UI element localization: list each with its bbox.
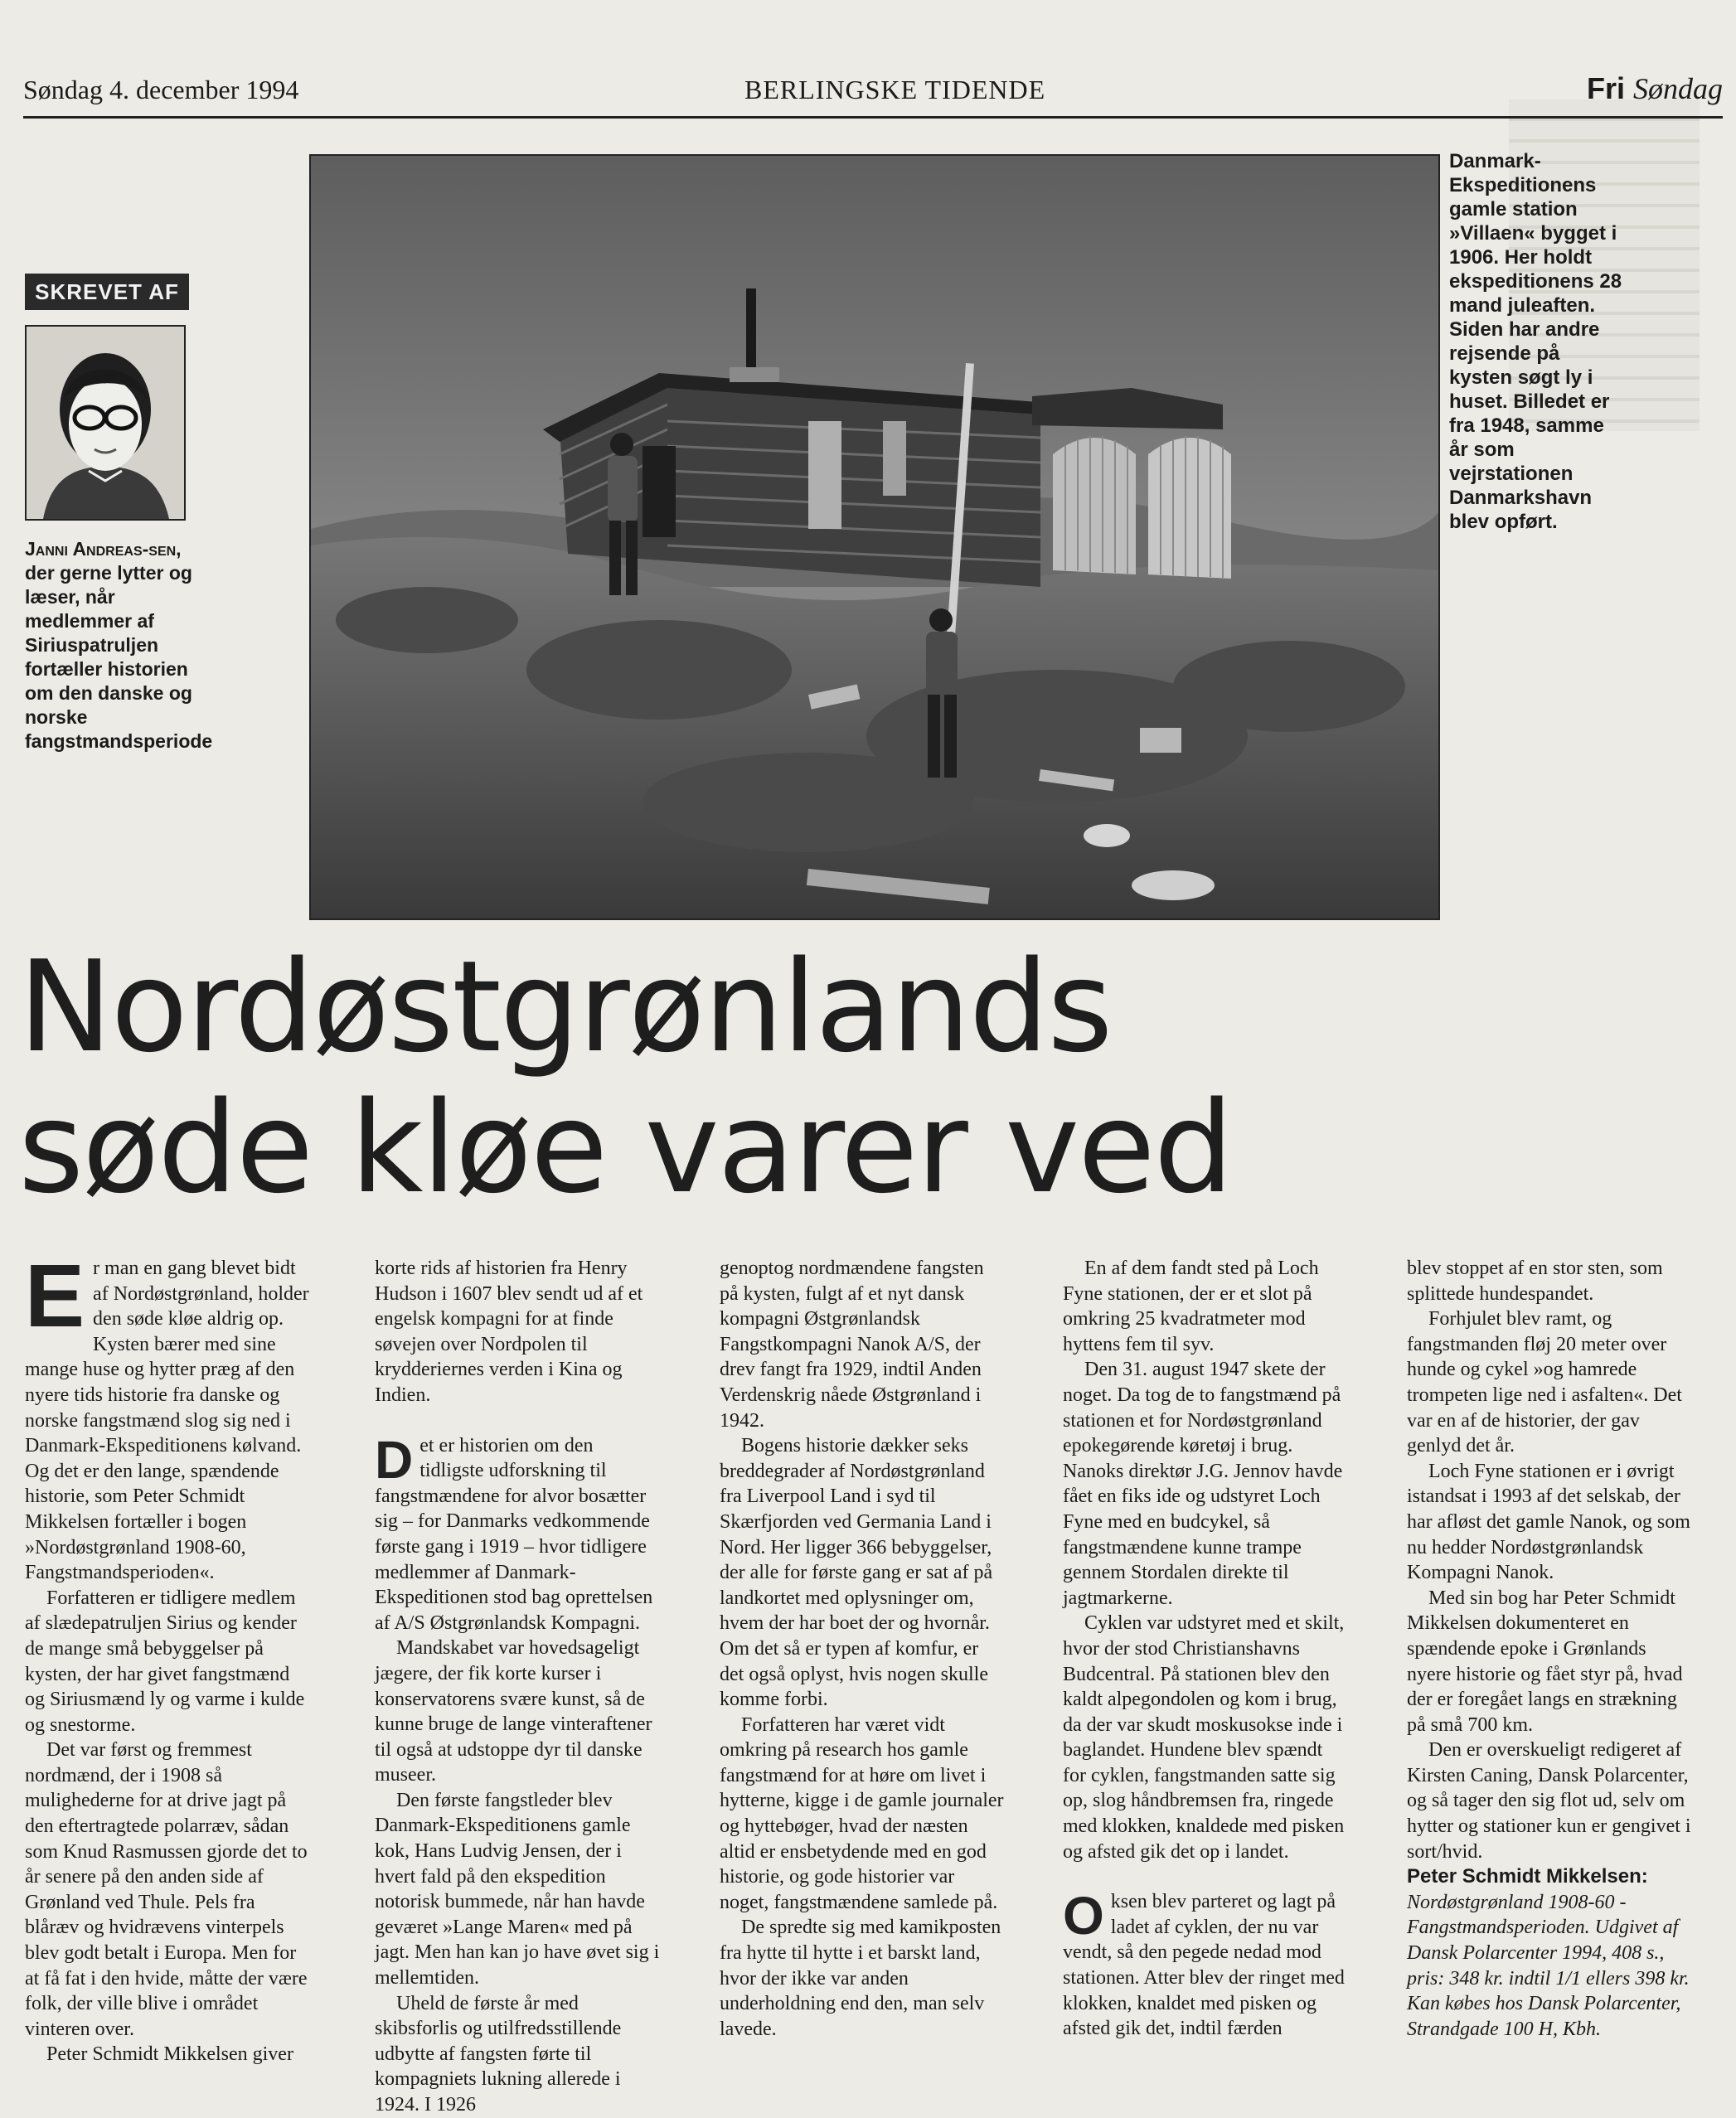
paragraph-text: r man en gang blevet bidt af Nordøstgrønland, holder den søde kløe aldrig op. Kysten bærer med sine mange huse og hytter præg af den nyere tids historie fra danske og norske fangstmænd slog sig ned i Danmark-Ekspeditionens kølvand. Og det er den lange, spændende historie, som Peter Schmidt Mikkelsen fortæller i bogen »Nordøstgrønland 1908-60, Fangstmandsperioden«. xyxy=(25,1258,309,1584)
paragraph: Forfatteren har været vidt omkring på research hos gamle fangstmænd for at høre om livet i hytterne, kigge i de gamle journaler og hyttebøger, hvad der næsten altid er ensbetydende med en god historie, og gode historier var noget, fangstmændene samlede på. xyxy=(720,1713,1004,1913)
paragraph: blev stoppet af en stor sten, som splittede hundespandet. xyxy=(1407,1258,1663,1305)
paragraph: Cyklen var udstyret med et skilt, hvor der stod Christianshavns Budcentral. På stationen blev den kaldt alpegondolen og kom i brug, da der var skudt moskusokse inde i baglandet. Hundene blev spændt for cyklen, fangstmanden satte sig op, slog håndbremsen fra, ringede med klokken, knaldede med pisken og afsted gik det op i landet. xyxy=(1063,1612,1345,1863)
paragraph: Den første fangstleder blev Danmark-Ekspeditionens gamle kok, Hans Ludvig Jensen, der i hvert fald på den ekspedition notorisk bummede, når han havde geværet »Lange Maren« med på jagt. Men han kan jo have øvet sig i mellemtiden. xyxy=(375,1789,660,1990)
headline xyxy=(18,933,1718,1221)
paragraph: korte rids af historien fra Henry Hudson i 1607 blev sendt ud af et engelsk kompagni for at finde søvejen over Nordpolen til krydderiernes verden i Kina og Indien. xyxy=(375,1258,643,1406)
paragraph xyxy=(1063,1886,1349,2042)
paragraph: De spredte sig med kamikposten fra hytte til hytte i et barskt land, hvor der ikke var anden underholdning end den, man selv lavede. xyxy=(720,1917,1001,2040)
paragraph: Med sin bog har Peter Schmidt Mikkelsen dokumenteret en spændende epoke i Grønlands nyere historie og fået styr på, hvad der er foregået langs en strækning på små 700 km. xyxy=(1407,1587,1683,1736)
article-column-1 xyxy=(25,1245,311,2067)
drop-cap: E xyxy=(25,1245,85,1345)
station-villaen-photo xyxy=(311,156,1438,918)
paragraph: genoptog nordmændene fangsten på kysten, fulgt af et nyt dansk kompagni Østgrønlandsk Fangstkompagni Nanok A/S, der drev fangt fra 1929, indtil Anden Verdenskrig nåede Østgrønland i 1942. xyxy=(720,1258,984,1432)
issue-date: Søndag 4. december 1994 xyxy=(23,75,299,104)
paragraph-text: et er historien om den tidligste udforskning til fangstmændene for alvor bosætter sig – for Danmarks vedkommende første gang i 1919 – hvor tidligere medlemmer af Danmark-Ekspeditionen stod bag oprettelsen af A/S Østgrønlandsk Kompagni. xyxy=(375,1434,653,1634)
paragraph: Den er overskueligt redigeret af Kirsten Caning, Dansk Polarcenter, og så tager den sig flot ud, selv om hytter og stationer kun er gengivet i sort/hvid. xyxy=(1407,1739,1691,1863)
paragraph: Mandskabet var hovedsageligt jægere, der fik korte kurser i konservatorens svære kunst, så de kunne bruge de lange vinteraftener til også at udstoppe dyr til danske museer. xyxy=(375,1637,652,1786)
author-bio: der gerne lytter og læser, når medlemmer af Siriuspatruljen fortæller historien om den danske og norske fangstmandsperiode xyxy=(25,562,213,752)
section-name-script: Søndag xyxy=(1633,72,1723,105)
section-name-bold: Fri xyxy=(1586,71,1625,105)
article-column-3 xyxy=(720,1256,1006,2042)
bleed-through-decoration xyxy=(895,116,1360,143)
drop-cap: O xyxy=(1063,1886,1104,1946)
section-name xyxy=(1587,71,1723,106)
paragraph: Uheld de første år med skibsforlis og utilfredsstillende udbytte af fangsten førte til kompagniets lukning allerede i 1924. I 1926 xyxy=(375,1992,622,2116)
paragraph-text: ksen blev parteret og lagt på ladet af cyklen, der nu var vendt, så den pegede nedad mod stationen. Atter blev der ringet med klokken, knaldet med pisken og afsted gik det, indtil færden xyxy=(1063,1891,1345,2040)
article-column-5 xyxy=(1407,1256,1693,2042)
author-name: Janni Andreas-sen, xyxy=(25,538,182,560)
paragraph: Forfatteren er tidligere medlem af slædepatruljen Sirius og kender de mange små bebyggelser på kysten, der har givet fangstmænd og Siriusmænd ly og varme i kulde og snestorme. xyxy=(25,1587,305,1736)
author-portrait xyxy=(25,325,186,521)
paragraph: Det var først og fremmest nordmænd, der i 1908 så mulighederne for at drive jagt på den eftertragtede polarræv, sådan som Knud Rasmussen gjorde det to år senere på den anden side af Grønland ved Thule. Pels fra blåræv og hvidrævens vinterpels blev godt betalt i Europa. Men for at få fat i den hvide, måtte der være folk, der ville blive i området vinteren over. xyxy=(25,1739,308,2040)
paragraph: En af dem fandt sted på Loch Fyne stationen, der er et slot på omkring 25 kvadratmeter mod hyttens fem til syv. xyxy=(1063,1258,1319,1355)
paragraph: Peter Schmidt Mikkelsen giver xyxy=(46,2043,293,2066)
headline-line-1: Nordøstgrønlands xyxy=(18,933,1112,1080)
byline-tag: SKREVET AF xyxy=(25,274,189,310)
paragraph: Den 31. august 1947 skete der noget. Da tog de to fangstmænd på stationen et for Nordøstgrønland epokegørende køretøj i brug. Nanoks direktør J.G. Jennov havde fået en fiks ide og udstyret Loch Fyne med en budcykel, så fangstmændene kunne trampe gennem Stordalen direkte til jagtmarkerne. xyxy=(1063,1359,1343,1609)
author-portrait-drawing xyxy=(27,327,184,519)
newspaper-name: BERLINGSKE TIDENDE xyxy=(744,75,1046,104)
book-author: Peter Schmidt Mikkelsen: xyxy=(1407,1865,1648,1888)
article-column-2 xyxy=(375,1256,661,2118)
byline-description xyxy=(25,537,213,754)
photo-caption: Danmark-Ekspeditionens gamle station »Villaen« bygget i 1906. Her holdt ekspeditionens 28 mand juleaften. Siden har andre rejsende på kysten søgt ly i huset. Billedet er fra 1948, samme år som vejrstationen Danmarkshavn blev opført. xyxy=(1449,150,1622,533)
paragraph: Forhjulet blev ramt, og fangstmanden fløj 20 meter over hunde og cykel »og hamrede trompeten lige ned i asfalten«. Det var en af de historier, der gav genlyd det år. xyxy=(1407,1308,1682,1457)
book-info: Nordøstgrønland 1908-60 - Fangstmandsperioden. Udgivet af Dansk Polarcenter 1994, 408 s., pris: 348 kr. indtil 1/1 ellers 398 kr. Kan købes hos Dansk Polarcenter, Strandgade 100 H, Kbh. xyxy=(1407,1891,1690,2040)
drop-cap: D xyxy=(375,1429,414,1490)
news-photo xyxy=(309,154,1440,920)
paragraph xyxy=(375,1429,661,1636)
article-column-4 xyxy=(1063,1256,1349,2042)
paragraph: Loch Fyne stationen er i øvrigt istandsat i 1993 af det selskab, der har afløst det gamle Nanok, og som nu hedder Nordøstgrønlandsk Kompagni Nanok. xyxy=(1407,1460,1690,1584)
paragraph: Bogens historie dækker seks breddegrader af Nordøstgrønland fra Liverpool Land i syd til Skærfjorden ved Germania Land i Nord. Her ligger 366 bebyggelser, der alle for første gang er sat af på landkortet med oplysninger om, hvem der har boet der og hvornår. Om det så er typen af komfur, er det også oplyst, hvis nogen skulle komme forbi. xyxy=(720,1435,993,1711)
paragraph xyxy=(25,1245,311,1586)
headline-line-2: søde kløe varer ved xyxy=(18,1074,1233,1221)
masthead xyxy=(23,71,1723,119)
